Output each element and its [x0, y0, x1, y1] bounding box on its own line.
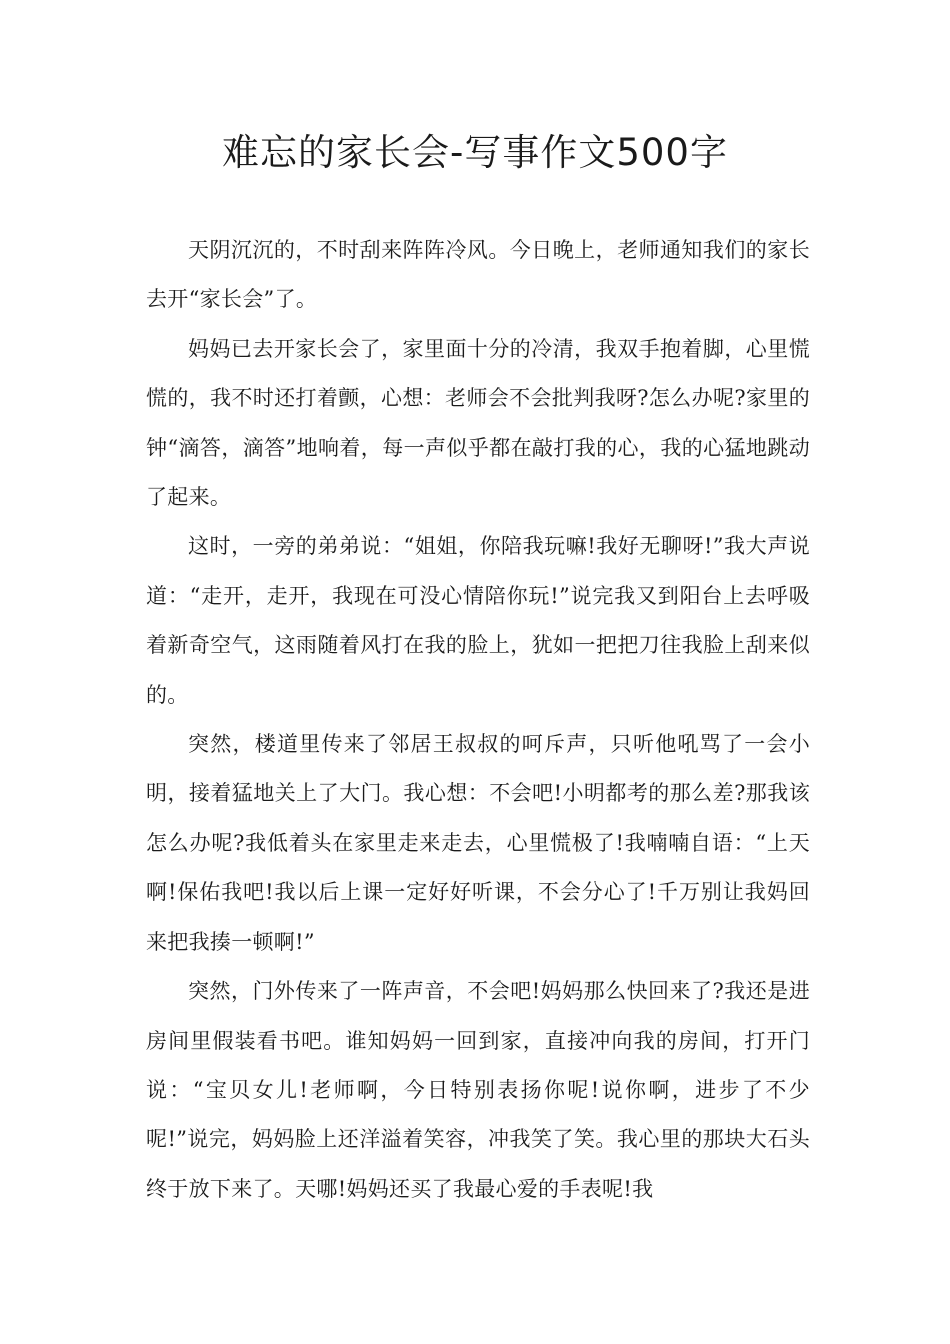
paragraph-5: 突然，门外传来了一阵声音，不会吧!妈妈那么快回来了?我还是进房间里假装看书吧。谁知妈妈一回到家，直接冲向我的房间，打开门说：“宝贝女儿!老师啊，今日特别表扬你呢!说你啊，进步了不少呢!”说完，妈妈脸上还洋溢着笑容，冲我笑了笑。我心里的那块大石头终于放下来了。天哪!妈妈还买了我最心爱的手表呢!我 [146, 979, 810, 1201]
paragraph-2: 妈妈已去开家长会了，家里面十分的冷清，我双手抱着脚，心里慌慌的，我不时还打着颤，心想：老师会不会批判我呀?怎么办呢?家里的钟“滴答，滴答”地响着，每一声似乎都在敲打我的心，我的心猛地跳动了起来。 [146, 336, 810, 510]
document-title: 难忘的家长会-写事作文500字 [222, 131, 728, 174]
paragraph-4: 突然，楼道里传来了邻居王叔叔的呵斥声，只听他吼骂了一会小明，接着猛地关上了大门。我心想：不会吧!小明都考的那么差?那我该怎么办呢?我低着头在家里走来走去，心里慌极了!我喃喃自语：“上天啊!保佑我吧!我以后上课一定好好听课，不会分心了!千万别让我妈回来把我揍一顿啊!” [146, 732, 810, 954]
paragraph-3: 这时，一旁的弟弟说：“姐姐，你陪我玩嘛!我好无聊呀!”我大声说道：“走开，走开，我现在可没心情陪你玩!”说完我又到阳台上去呼吸着新奇空气，这雨随着风打在我的脸上，犹如一把把刀往我脸上刮来似的。 [146, 534, 810, 707]
paragraph-1: 天阴沉沉的，不时刮来阵阵冷风。今日晚上，老师通知我们的家长去开“家长会”了。 [146, 238, 810, 312]
document-body [146, 226, 810, 1214]
